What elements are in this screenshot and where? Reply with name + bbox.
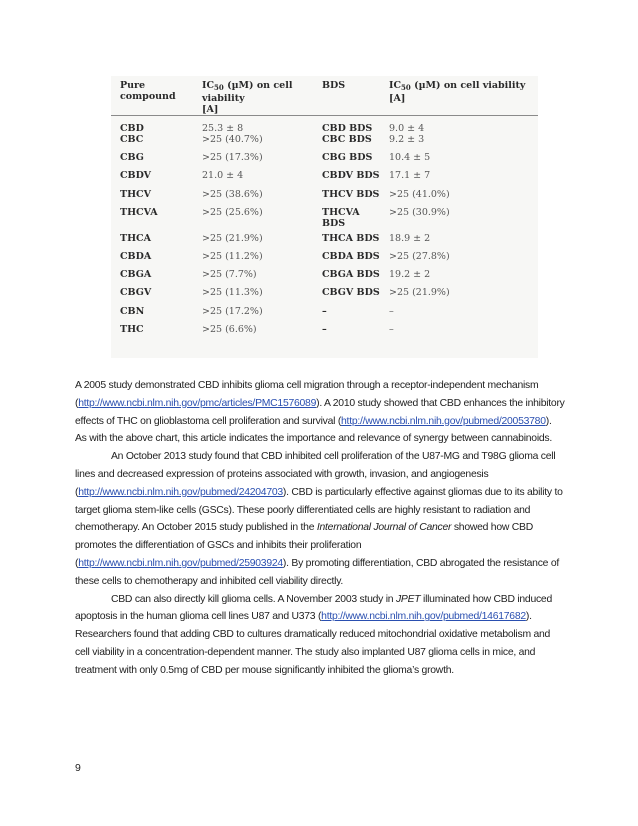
link-pubmed-20053780[interactable]: http://www.ncbi.nlm.nih.gov/pubmed/20053780 (341, 415, 546, 427)
compound-cell: THCVA (120, 206, 158, 218)
bds-ic50-cell: 10.4 ± 5 (389, 152, 431, 164)
compound-cell: CBDA (120, 250, 152, 262)
bds-ic50-cell: >25 (21.9%) (389, 287, 450, 299)
bds-cell: CBDA BDS (322, 250, 380, 262)
bds-cell: THCA BDS (322, 232, 380, 244)
bds-cell: CBD BDS (322, 123, 373, 134)
link-pmc1576089[interactable]: http://www.ncbi.nlm.nih.gov/pmc/articles/PMC1576089 (78, 397, 317, 409)
ic50-cell: >25 (11.2%) (202, 250, 263, 262)
bds-ic50-cell: – (389, 305, 394, 317)
ic50-cell: >25 (21.9%) (202, 232, 263, 244)
compound-cell: CBD (120, 123, 144, 134)
body-text (75, 377, 565, 680)
table-row (111, 306, 538, 324)
bds-ic50-cell: >25 (27.8%) (389, 250, 450, 262)
compound-cell: THC (120, 323, 144, 335)
ic50-cell: >25 (40.7%) (202, 134, 263, 145)
bds-ic50-cell: – (389, 323, 394, 335)
bds-cell: CBG BDS (322, 152, 373, 164)
header-pure-compound: Pure compound (111, 76, 202, 116)
ic50-cell: >25 (25.6%) (202, 206, 263, 218)
ic50-cell: >25 (7.7%) (202, 269, 257, 281)
table-row (111, 269, 538, 287)
table-row (111, 251, 538, 269)
bds-ic50-cell: >25 (30.9%) (389, 206, 450, 218)
paragraph-2: An October 2013 study found that CBD inhibited cell proliferation of the U87-MG and T98G glioma cell lines and decreased expression of proteins associated with growth, invasion, and angiogenesis (http://www.ncbi.nlm.nih.gov/pubmed/24204703). CBD is particularly effective against gliomas due to its ability to target glioma stem-like cells (GSCs). These poorly differentiated cells are highly resistant to radiation and chemotherapy. An October 2015 study published in the International Journal of Cancer showed how CBD promotes the differentiation of GSCs and inhibits their proliferation (http://www.ncbi.nlm.nih.gov/pubmed/25903924). By promoting differentiation, CBD abrogated the resistance of these cells to chemotherapy and inhibited cell viability directly. (75, 451, 563, 587)
table-row (111, 189, 538, 207)
journal-name: JPET (395, 593, 421, 605)
bds-cell: THCVA BDS (322, 206, 360, 229)
compound-cell: THCV (120, 188, 151, 200)
link-pubmed-14617682[interactable]: http://www.ncbi.nlm.nih.gov/pubmed/14617682 (321, 611, 526, 623)
bds-cell: CBGA BDS (322, 269, 380, 281)
ic50-cell: >25 (6.6%) (202, 323, 257, 335)
bds-ic50-cell: 9.2 ± 3 (389, 134, 425, 145)
compound-cell: CBN (120, 305, 145, 317)
table-row (111, 233, 538, 251)
compound-cell: CBGV (120, 287, 152, 299)
bds-ic50-cell: >25 (41.0%) (389, 188, 450, 200)
table-row (111, 207, 538, 233)
compound-cell: THCA (120, 232, 151, 244)
table-row (111, 170, 538, 188)
ic50-cell: >25 (11.3%) (202, 287, 263, 299)
bds-cell: CBDV BDS (322, 170, 380, 182)
compound-cell: CBG (120, 152, 144, 164)
ic50-cell: 25.3 ± 8 (202, 123, 244, 134)
compound-cell: CBGA (120, 269, 152, 281)
bds-cell: – (322, 305, 327, 317)
compound-cell: CBC (120, 134, 144, 145)
table-row (111, 287, 538, 305)
compound-cell: CBDV (120, 170, 152, 182)
table-row (111, 152, 538, 170)
ic50-cell: 21.0 ± 4 (202, 170, 244, 182)
paragraph-1: A 2005 study demonstrated CBD inhibits glioma cell migration through a receptor-independent mechanism (http://www.ncbi.nlm.nih.gov/pmc/articles/PMC1576089). A 2010 study showed that CBD enhances the inhibitory effects of THC on glioblastoma cell proliferation and survival (http://www.ncbi.nlm.nih.gov/pubmed/20053780). As with the above chart, this article indicates the importance and relevance of synergy between cannabinoids. (75, 380, 565, 445)
table-row (111, 134, 538, 152)
ic50-cell: >25 (17.2%) (202, 305, 263, 317)
header-ic50-bds: $IC_{50}$ (µM) on cell viability [A] (389, 76, 538, 116)
bds-ic50-cell: 19.2 ± 2 (389, 269, 431, 281)
table-row (111, 116, 538, 135)
bds-ic50-cell: 9.0 ± 4 (389, 123, 425, 134)
ic50-cell: >25 (17.3%) (202, 152, 263, 164)
bds-cell: THCV BDS (322, 188, 380, 200)
ic50-table (111, 76, 538, 342)
bds-cell: CBC BDS (322, 134, 372, 145)
bds-cell: CBGV BDS (322, 287, 380, 299)
journal-name: International Journal of Cancer (316, 522, 452, 534)
page-number: 9 (75, 762, 81, 774)
paragraph-3: CBD can also directly kill glioma cells. A November 2003 study in JPET illuminated how CBD induced apoptosis in the human glioma cell lines U87 and U373 (http://www.ncbi.nlm.nih.gov/pubmed/14617682). Researchers found that adding CBD to cultures dramatically reduced mitochondrial oxidative metabolism and cell viability in a concentration-dependent manner. The study also implanted U87 glioma cells in mice, and treatment with only 0.5mg of CBD per mouse significantly inhibited the glioma’s growth. (75, 593, 552, 676)
ic50-cell: >25 (38.6%) (202, 188, 263, 200)
header-ic50-pure: $IC_{50}$ (µM) on cell viability [A] (202, 76, 322, 116)
link-pubmed-24204703[interactable]: http://www.ncbi.nlm.nih.gov/pubmed/24204703 (78, 486, 283, 498)
table-header-row (111, 76, 538, 116)
header-bds: BDS (322, 76, 389, 116)
ic50-table-image (111, 76, 538, 358)
bds-cell: – (322, 323, 327, 335)
link-pubmed-25903924[interactable]: http://www.ncbi.nlm.nih.gov/pubmed/25903924 (78, 557, 283, 569)
bds-ic50-cell: 17.1 ± 7 (389, 170, 431, 182)
bds-ic50-cell: 18.9 ± 2 (389, 232, 431, 244)
table-row (111, 324, 538, 342)
